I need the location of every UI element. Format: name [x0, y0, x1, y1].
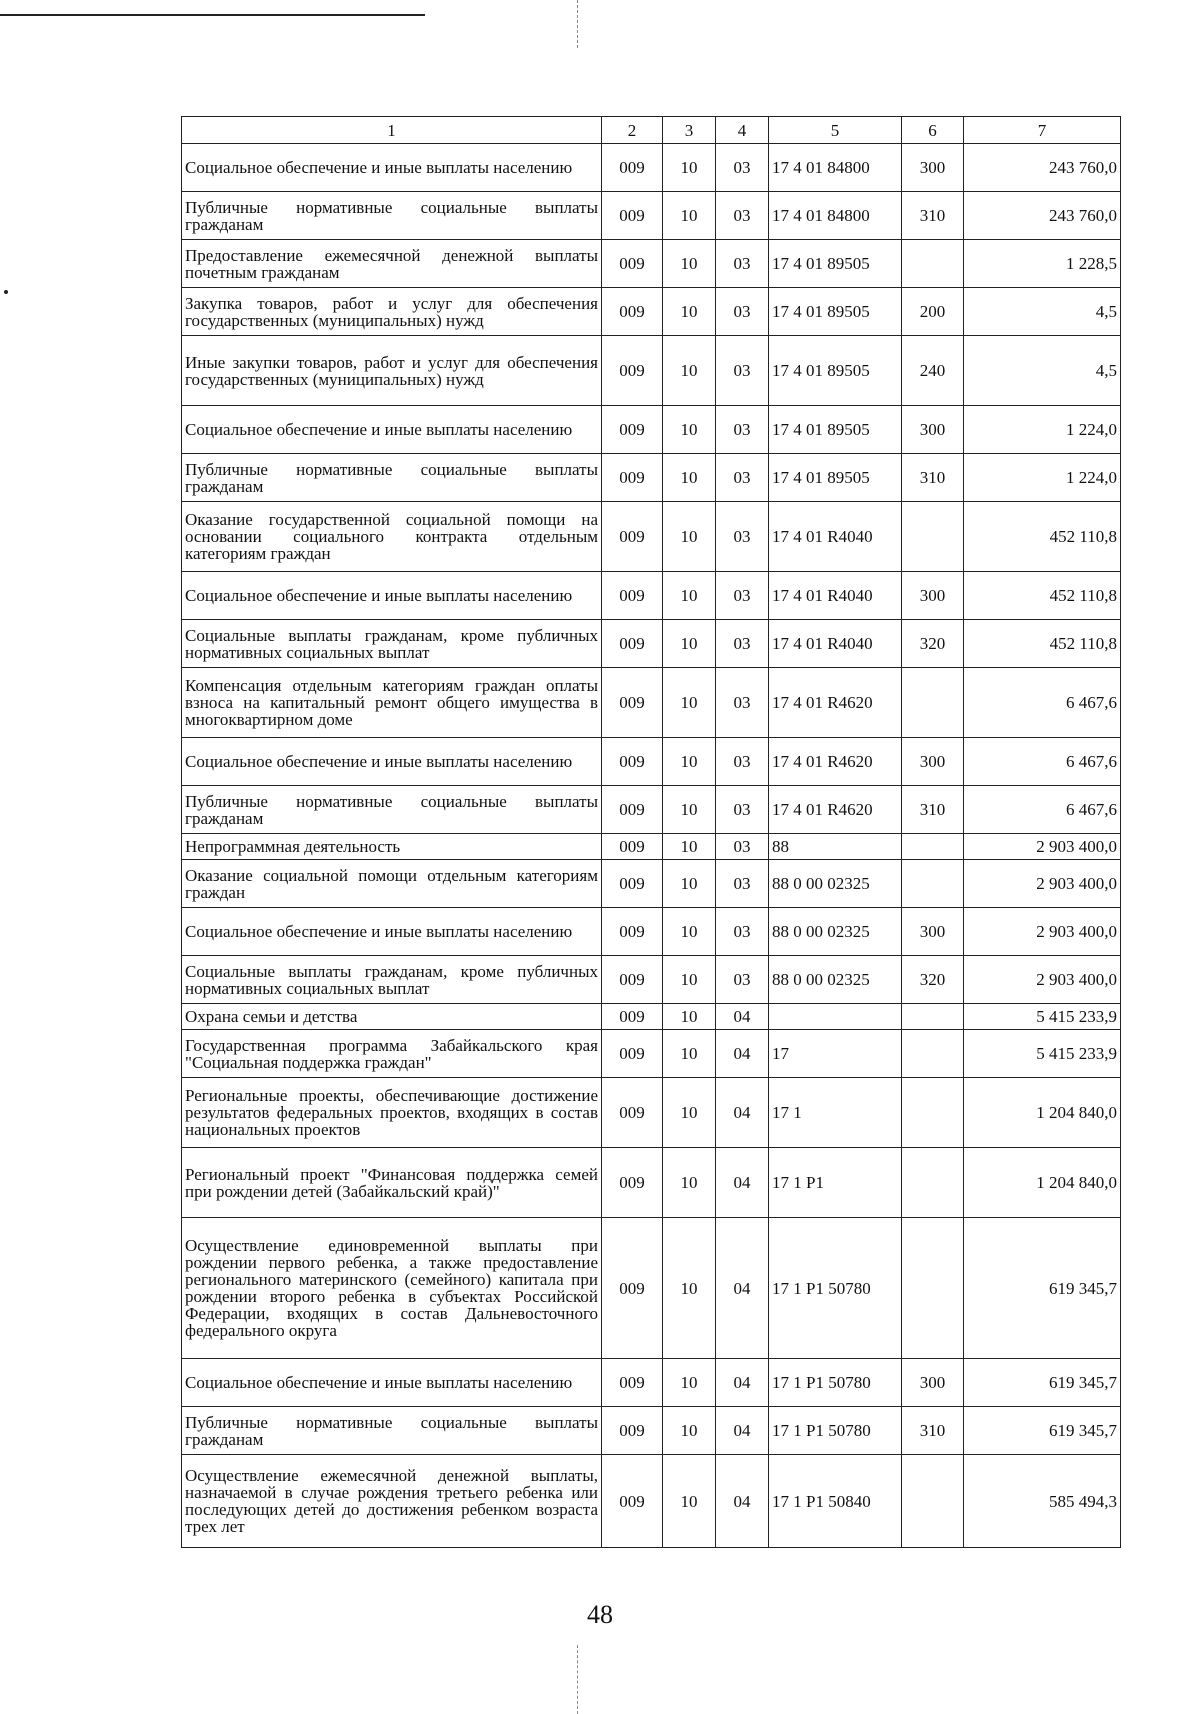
- column-header-1: 1: [182, 117, 602, 144]
- expense-type-cell: 300: [902, 406, 964, 454]
- expense-type-cell: 320: [902, 956, 964, 1004]
- expense-type-cell: [902, 1030, 964, 1078]
- table-row: [182, 908, 1121, 956]
- table-row: [182, 1407, 1121, 1455]
- expense-type-cell: [902, 1148, 964, 1218]
- target-article-cell: 17 4 01 R4620: [769, 786, 902, 834]
- amount-cell: 6 467,6: [964, 786, 1121, 834]
- expense-type-cell: 320: [902, 620, 964, 668]
- section-code-cell: 10: [663, 336, 716, 406]
- section-code-cell: 10: [663, 908, 716, 956]
- section-code-cell: 10: [663, 860, 716, 908]
- subsection-code-cell: 03: [716, 192, 769, 240]
- fold-mark: [577, 1645, 578, 1714]
- ministry-code-cell: 009: [602, 1407, 663, 1455]
- ministry-code-cell: 009: [602, 1218, 663, 1359]
- target-article-cell: 17 1: [769, 1078, 902, 1148]
- amount-cell: 6 467,6: [964, 738, 1121, 786]
- target-article-cell: 17 4 01 84800: [769, 144, 902, 192]
- target-article-cell: 88: [769, 834, 902, 860]
- amount-cell: 243 760,0: [964, 192, 1121, 240]
- expense-type-cell: 300: [902, 1359, 964, 1407]
- target-article-cell: 17 1 P1 50780: [769, 1359, 902, 1407]
- amount-cell: 2 903 400,0: [964, 956, 1121, 1004]
- ministry-code-cell: 009: [602, 502, 663, 572]
- target-article-cell: 17 4 01 89505: [769, 454, 902, 502]
- section-code-cell: 10: [663, 834, 716, 860]
- subsection-code-cell: 03: [716, 336, 769, 406]
- target-article-cell: 17 1 P1 50780: [769, 1218, 902, 1359]
- column-header-2: 2: [602, 117, 663, 144]
- expense-type-cell: 240: [902, 336, 964, 406]
- section-code-cell: 10: [663, 620, 716, 668]
- subsection-code-cell: 04: [716, 1407, 769, 1455]
- section-code-cell: 10: [663, 406, 716, 454]
- fold-mark: [577, 0, 578, 48]
- subsection-code-cell: 04: [716, 1455, 769, 1548]
- table-row: [182, 454, 1121, 502]
- expense-type-cell: [902, 502, 964, 572]
- row-name-cell: Социальное обеспечение и иные выплаты населению: [182, 1359, 602, 1407]
- subsection-code-cell: 03: [716, 834, 769, 860]
- section-code-cell: 10: [663, 1030, 716, 1078]
- subsection-code-cell: 04: [716, 1218, 769, 1359]
- subsection-code-cell: 03: [716, 956, 769, 1004]
- amount-cell: 619 345,7: [964, 1407, 1121, 1455]
- target-article-cell: 88 0 00 02325: [769, 908, 902, 956]
- ministry-code-cell: 009: [602, 860, 663, 908]
- expense-type-cell: [902, 834, 964, 860]
- row-name-cell: Оказание социальной помощи отдельным категориям граждан: [182, 860, 602, 908]
- row-name-cell: Социальное обеспечение и иные выплаты населению: [182, 908, 602, 956]
- amount-cell: 452 110,8: [964, 572, 1121, 620]
- target-article-cell: 17 4 01 R4040: [769, 572, 902, 620]
- section-code-cell: 10: [663, 1078, 716, 1148]
- row-name-cell: Предоставление ежемесячной денежной выплаты почетным гражданам: [182, 240, 602, 288]
- amount-cell: 4,5: [964, 288, 1121, 336]
- section-code-cell: 10: [663, 192, 716, 240]
- row-name-cell: Региональные проекты, обеспечивающие достижение результатов федеральных проектов, входящих в состав национальных проектов: [182, 1078, 602, 1148]
- ministry-code-cell: 009: [602, 908, 663, 956]
- subsection-code-cell: 03: [716, 860, 769, 908]
- amount-cell: 452 110,8: [964, 502, 1121, 572]
- table-row: [182, 1148, 1121, 1218]
- row-name-cell: Осуществление ежемесячной денежной выплаты, назначаемой в случае рождения третьего ребенка или последующих детей до достижения ребенком возраста трех лет: [182, 1455, 602, 1548]
- row-name-cell: Публичные нормативные социальные выплаты гражданам: [182, 454, 602, 502]
- ministry-code-cell: 009: [602, 1030, 663, 1078]
- amount-cell: 585 494,3: [964, 1455, 1121, 1548]
- row-name-cell: Социальное обеспечение и иные выплаты населению: [182, 406, 602, 454]
- column-header-5: 5: [769, 117, 902, 144]
- ministry-code-cell: 009: [602, 1078, 663, 1148]
- section-code-cell: 10: [663, 786, 716, 834]
- subsection-code-cell: 03: [716, 288, 769, 336]
- row-name-cell: Публичные нормативные социальные выплаты гражданам: [182, 1407, 602, 1455]
- amount-cell: 2 903 400,0: [964, 908, 1121, 956]
- row-name-cell: Иные закупки товаров, работ и услуг для обеспечения государственных (муниципальных) нужд: [182, 336, 602, 406]
- amount-cell: 1 204 840,0: [964, 1148, 1121, 1218]
- ministry-code-cell: 009: [602, 1004, 663, 1030]
- expense-type-cell: 310: [902, 786, 964, 834]
- subsection-code-cell: 03: [716, 620, 769, 668]
- target-article-cell: 17 1 P1 50840: [769, 1455, 902, 1548]
- row-name-cell: Социальное обеспечение и иные выплаты населению: [182, 144, 602, 192]
- subsection-code-cell: 04: [716, 1004, 769, 1030]
- expense-type-cell: [902, 240, 964, 288]
- section-code-cell: 10: [663, 738, 716, 786]
- target-article-cell: 17 1 P1: [769, 1148, 902, 1218]
- section-code-cell: 10: [663, 240, 716, 288]
- expense-type-cell: 300: [902, 738, 964, 786]
- row-name-cell: Оказание государственной социальной помощи на основании социального контракта отдельным категориям граждан: [182, 502, 602, 572]
- expense-type-cell: 200: [902, 288, 964, 336]
- subsection-code-cell: 03: [716, 144, 769, 192]
- ministry-code-cell: 009: [602, 572, 663, 620]
- expense-type-cell: [902, 668, 964, 738]
- row-name-cell: Публичные нормативные социальные выплаты гражданам: [182, 192, 602, 240]
- section-code-cell: 10: [663, 572, 716, 620]
- ministry-code-cell: 009: [602, 1148, 663, 1218]
- table-row: [182, 1078, 1121, 1148]
- ministry-code-cell: 009: [602, 1359, 663, 1407]
- amount-cell: 5 415 233,9: [964, 1004, 1121, 1030]
- target-article-cell: 88 0 00 02325: [769, 860, 902, 908]
- expense-type-cell: 310: [902, 1407, 964, 1455]
- table-row: [182, 1455, 1121, 1548]
- row-name-cell: Публичные нормативные социальные выплаты гражданам: [182, 786, 602, 834]
- section-code-cell: 10: [663, 144, 716, 192]
- amount-cell: 243 760,0: [964, 144, 1121, 192]
- page-number: 48: [587, 1600, 613, 1629]
- expense-type-cell: [902, 1078, 964, 1148]
- amount-cell: 1 228,5: [964, 240, 1121, 288]
- margin-dot: [4, 290, 8, 294]
- column-header-3: 3: [663, 117, 716, 144]
- target-article-cell: 17 4 01 R4620: [769, 738, 902, 786]
- ministry-code-cell: 009: [602, 786, 663, 834]
- amount-cell: 619 345,7: [964, 1218, 1121, 1359]
- target-article-cell: 17 4 01 89505: [769, 240, 902, 288]
- ministry-code-cell: 009: [602, 454, 663, 502]
- target-article-cell: [769, 1004, 902, 1030]
- table-row: [182, 502, 1121, 572]
- table-row: [182, 192, 1121, 240]
- section-code-cell: 10: [663, 288, 716, 336]
- amount-cell: 619 345,7: [964, 1359, 1121, 1407]
- expense-type-cell: [902, 1455, 964, 1548]
- subsection-code-cell: 03: [716, 406, 769, 454]
- target-article-cell: 17 4 01 84800: [769, 192, 902, 240]
- subsection-code-cell: 04: [716, 1030, 769, 1078]
- target-article-cell: 17 4 01 R4040: [769, 620, 902, 668]
- subsection-code-cell: 04: [716, 1359, 769, 1407]
- expense-type-cell: 300: [902, 908, 964, 956]
- subsection-code-cell: 04: [716, 1078, 769, 1148]
- ministry-code-cell: 009: [602, 1455, 663, 1548]
- table-row: [182, 240, 1121, 288]
- table-row: [182, 620, 1121, 668]
- table-row: [182, 406, 1121, 454]
- ministry-code-cell: 009: [602, 144, 663, 192]
- section-code-cell: 10: [663, 1148, 716, 1218]
- ministry-code-cell: 009: [602, 738, 663, 786]
- expense-type-cell: [902, 860, 964, 908]
- table-row: [182, 786, 1121, 834]
- amount-cell: 1 224,0: [964, 406, 1121, 454]
- amount-cell: 2 903 400,0: [964, 834, 1121, 860]
- ministry-code-cell: 009: [602, 336, 663, 406]
- ministry-code-cell: 009: [602, 620, 663, 668]
- section-code-cell: 10: [663, 454, 716, 502]
- target-article-cell: 17 4 01 89505: [769, 288, 902, 336]
- table-row: [182, 956, 1121, 1004]
- section-code-cell: 10: [663, 1359, 716, 1407]
- expense-type-cell: 300: [902, 572, 964, 620]
- section-code-cell: 10: [663, 502, 716, 572]
- subsection-code-cell: 03: [716, 738, 769, 786]
- table-row: [182, 288, 1121, 336]
- row-name-cell: Охрана семьи и детства: [182, 1004, 602, 1030]
- header-row: [182, 117, 1121, 144]
- amount-cell: 1 224,0: [964, 454, 1121, 502]
- amount-cell: 1 204 840,0: [964, 1078, 1121, 1148]
- column-header-4: 4: [716, 117, 769, 144]
- table-row: [182, 834, 1121, 860]
- section-code-cell: 10: [663, 1407, 716, 1455]
- section-code-cell: 10: [663, 668, 716, 738]
- table-row: [182, 572, 1121, 620]
- table-row: [182, 1030, 1121, 1078]
- expense-type-cell: [902, 1218, 964, 1359]
- amount-cell: 2 903 400,0: [964, 860, 1121, 908]
- ministry-code-cell: 009: [602, 668, 663, 738]
- target-article-cell: 88 0 00 02325: [769, 956, 902, 1004]
- top-border-line: [0, 14, 425, 16]
- amount-cell: 5 415 233,9: [964, 1030, 1121, 1078]
- ministry-code-cell: 009: [602, 192, 663, 240]
- ministry-code-cell: 009: [602, 406, 663, 454]
- expense-type-cell: 300: [902, 144, 964, 192]
- row-name-cell: Социальные выплаты гражданам, кроме публичных нормативных социальных выплат: [182, 620, 602, 668]
- row-name-cell: Закупка товаров, работ и услуг для обеспечения государственных (муниципальных) нужд: [182, 288, 602, 336]
- subsection-code-cell: 03: [716, 668, 769, 738]
- subsection-code-cell: 03: [716, 908, 769, 956]
- column-header-7: 7: [964, 117, 1121, 144]
- row-name-cell: Государственная программа Забайкальского края "Социальная поддержка граждан": [182, 1030, 602, 1078]
- row-name-cell: Социальные выплаты гражданам, кроме публичных нормативных социальных выплат: [182, 956, 602, 1004]
- row-name-cell: Компенсация отдельным категориям граждан оплаты взноса на капитальный ремонт общего имущества в многоквартирном доме: [182, 668, 602, 738]
- ministry-code-cell: 009: [602, 288, 663, 336]
- subsection-code-cell: 03: [716, 454, 769, 502]
- table-row: [182, 668, 1121, 738]
- table-row: [182, 144, 1121, 192]
- target-article-cell: 17 4 01 R4040: [769, 502, 902, 572]
- table-row: [182, 860, 1121, 908]
- expense-type-cell: [902, 1004, 964, 1030]
- target-article-cell: 17: [769, 1030, 902, 1078]
- table-row: [182, 336, 1121, 406]
- section-code-cell: 10: [663, 1004, 716, 1030]
- row-name-cell: Региональный проект "Финансовая поддержка семей при рождении детей (Забайкальский край)": [182, 1148, 602, 1218]
- ministry-code-cell: 009: [602, 834, 663, 860]
- expense-type-cell: 310: [902, 192, 964, 240]
- table-body: [182, 144, 1121, 1548]
- amount-cell: 4,5: [964, 336, 1121, 406]
- subsection-code-cell: 03: [716, 786, 769, 834]
- table-row: [182, 1359, 1121, 1407]
- subsection-code-cell: 03: [716, 502, 769, 572]
- row-name-cell: Осуществление единовременной выплаты при рождении первого ребенка, а также предоставление регионального материнского (семейного) капитала при рождении второго ребенка в субъектах Российской Федерации, входящих в состав Дальневосточного федерального округа: [182, 1218, 602, 1359]
- section-code-cell: 10: [663, 1218, 716, 1359]
- expense-type-cell: 310: [902, 454, 964, 502]
- row-name-cell: Непрограммная деятельность: [182, 834, 602, 860]
- table-row: [182, 738, 1121, 786]
- amount-cell: 452 110,8: [964, 620, 1121, 668]
- row-name-cell: Социальное обеспечение и иные выплаты населению: [182, 738, 602, 786]
- section-code-cell: 10: [663, 1455, 716, 1548]
- section-code-cell: 10: [663, 956, 716, 1004]
- target-article-cell: 17 4 01 R4620: [769, 668, 902, 738]
- target-article-cell: 17 4 01 89505: [769, 406, 902, 454]
- table-row: [182, 1218, 1121, 1359]
- subsection-code-cell: 03: [716, 240, 769, 288]
- budget-table: [181, 116, 1121, 1548]
- row-name-cell: Социальное обеспечение и иные выплаты населению: [182, 572, 602, 620]
- ministry-code-cell: 009: [602, 240, 663, 288]
- amount-cell: 6 467,6: [964, 668, 1121, 738]
- subsection-code-cell: 03: [716, 572, 769, 620]
- column-header-6: 6: [902, 117, 964, 144]
- table-row: [182, 1004, 1121, 1030]
- ministry-code-cell: 009: [602, 956, 663, 1004]
- subsection-code-cell: 04: [716, 1148, 769, 1218]
- target-article-cell: 17 4 01 89505: [769, 336, 902, 406]
- target-article-cell: 17 1 P1 50780: [769, 1407, 902, 1455]
